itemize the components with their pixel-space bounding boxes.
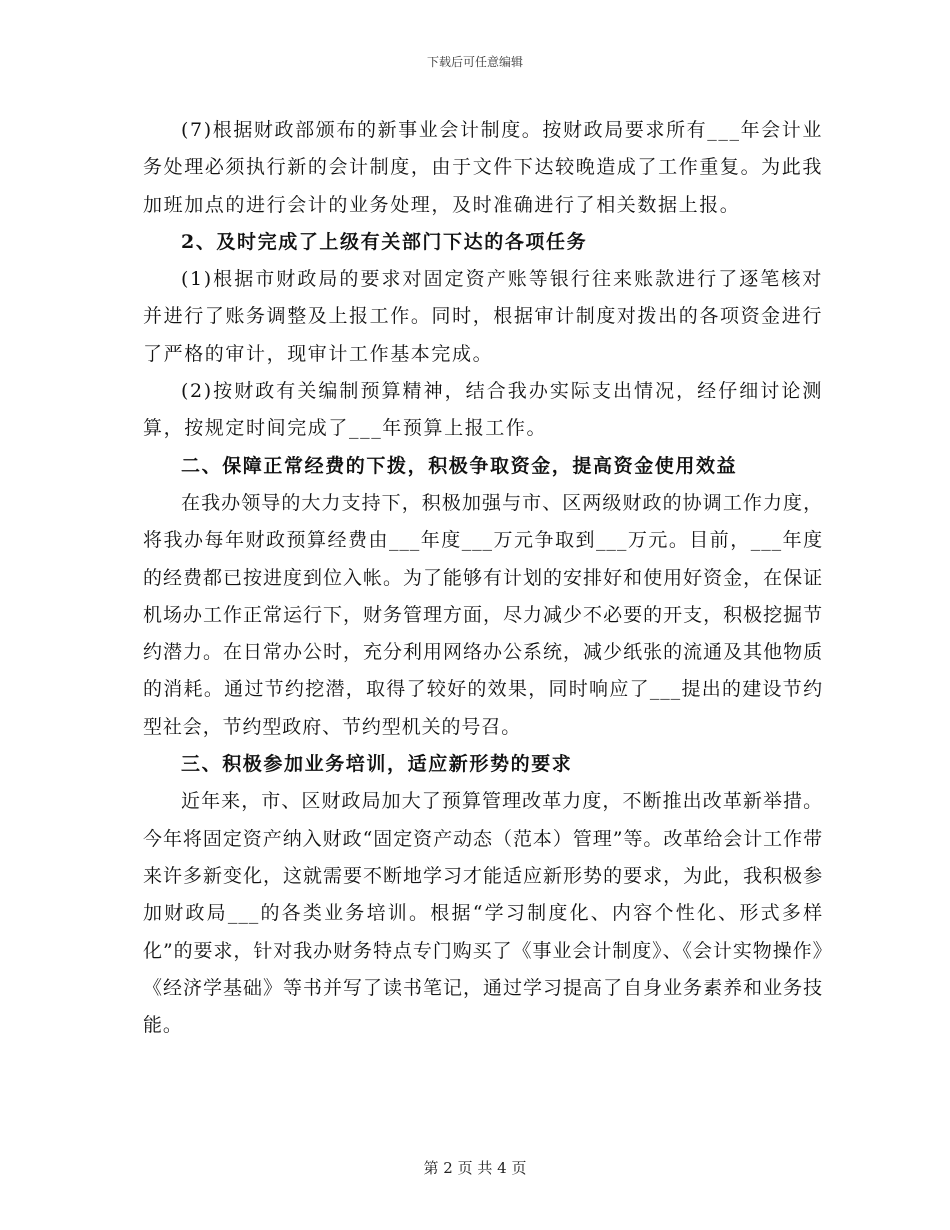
heading-training: 三、积极参加业务培训，适应新形势的要求 <box>181 753 573 776</box>
heading-funding: 二、保障正常经费的下拨，积极争取资金，提高资金使用效益 <box>181 454 738 477</box>
paragraph-accounting-system: (7)根据财政部颁布的新事业会计制度。按财政局要求所有___年会计业务处理必须执行新的会计制度，由于文件下达较晚造成了工作重复。为此我加班加点的进行会计的业务处理，及时准确进行了相关数据上报。 <box>143 119 823 216</box>
page-header: 下载后可任意编辑 <box>426 55 523 69</box>
paragraph-budget-report: (2)按财政有关编制预算精神，结合我办实际支出情况，经仔细讨论测算，按规定时间完成了___年预算上报工作。 <box>143 380 823 440</box>
paragraph-funding-detail: 在我办领导的大力支持下，积极加强与市、区两级财政的协调工作力度，将我办每年财政预算经费由___年度___万元争取到___万元。目前，___年度的经费都已按进度到位入帐。为了能够有计划的安排好和使用好资金，在保证机场办工作正常运行下，财务管理方面，尽力减少不必要的开支，积极挖掘节约潜力。在日常办公时，充分利用网络办公系统，减少纸张的流通及其他物质的消耗。通过节约挖潜，取得了较好的效果，同时响应了___提出的建设节约型社会，节约型政府、节约型机关的号召。 <box>143 491 823 738</box>
paragraph-training-detail: 近年来，市、区财政局加大了预算管理改革力度，不断推出改革新举措。今年将固定资产纳入财政“固定资产动态（范本）管理”等。改革给会计工作带来许多新变化，这就需要不断地学习才能适应新形势的要求，为此，我积极参加财政局___的各类业务培训。根据“学习制度化、内容个性化、形式多样化”的要求，针对我办财务特点专门购买了《事业会计制度》、《会计实物操作》《经济学基础》等书并写了读书笔记，通过学习提高了自身业务素养和业务技能。 <box>143 790 823 1037</box>
paragraph-fixed-assets-audit: (1)根据市财政局的要求对固定资产账等银行往来账款进行了逐笔核对并进行了账务调整及上报工作。同时，根据审计制度对拨出的各项资金进行了严格的审计，现审计工作基本完成。 <box>143 268 823 365</box>
heading-superior-tasks: 2、及时完成了上级有关部门下达的各项任务 <box>181 230 588 253</box>
document-body <box>143 112 823 1044</box>
page-footer: 第 2 页 共 4 页 <box>423 1159 527 1177</box>
